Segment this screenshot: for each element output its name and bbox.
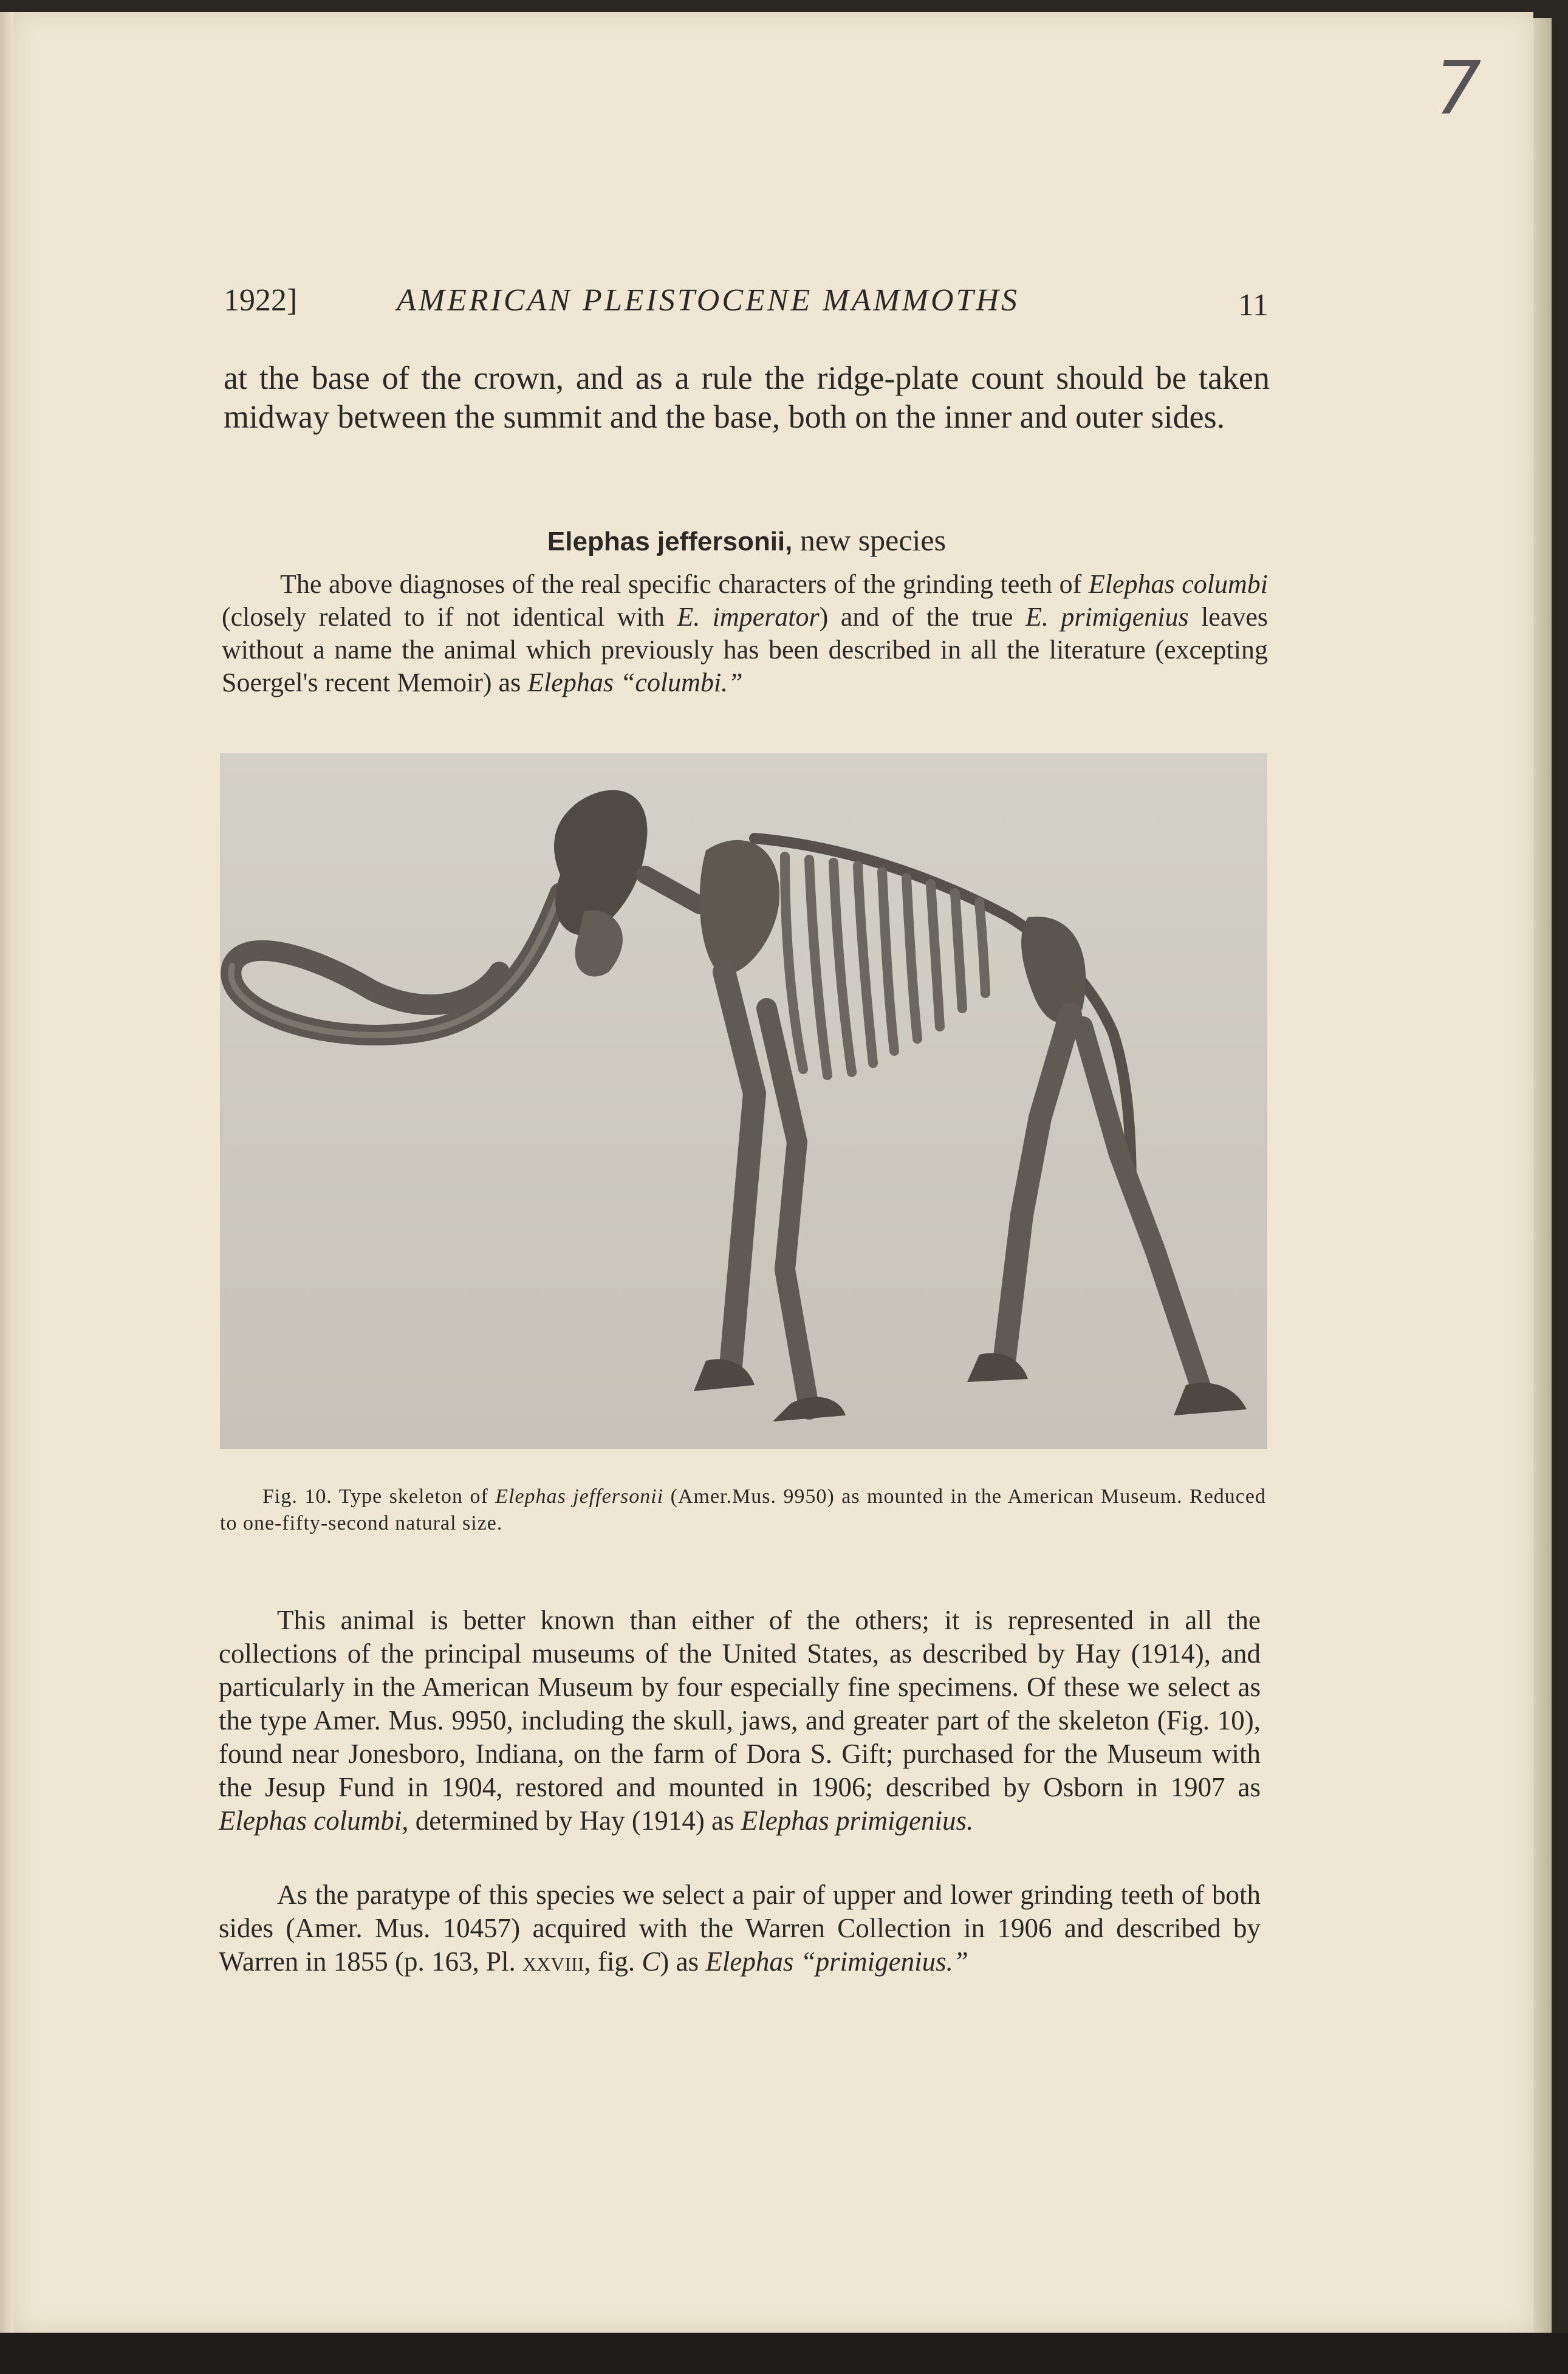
binding-gutter <box>0 12 13 2339</box>
p2-text-3: ) as <box>660 1946 706 1977</box>
p1-text-1: This animal is better known than either of the others; it is represented in all the collections of the principal museums of the United States, as described by Hay (1914), and particularly in the American Museum by four especially fine specimens. Of these we select as the type Amer. Mus. 9950, including the skull, jaws, and greater part of the skeleton (Fig. 10), found near Jonesboro, Indiana, on the farm of Dora S. Gift; purchased for the Museum with the Jesup Fund in 1904, restored and mounted in 1906; described by Osborn in 1907 as <box>219 1605 1261 1802</box>
p1-italic-1: Elephas columbi, <box>219 1805 409 1836</box>
section-heading <box>224 522 1270 558</box>
heading-qualifier: new species <box>792 523 947 557</box>
p2-italic-2: Elephas “primigenius.” <box>705 1946 968 1977</box>
species-name: Elephas jeffersonii, <box>547 527 793 556</box>
caption-text-1: Fig. 10. Type skeleton of <box>262 1485 496 1508</box>
p2-text-1: As the paratype of this species we select a pair of upper and lower grinding teeth of both sides (Amer. Mus. 10457) acquired with the Warren Collection in 1906 and described by Warren in 1855 (p. 163, Pl. <box>219 1880 1261 1977</box>
caption-text-2: (Amer.Mus. 9950) as mounted in the American Museum. Reduced to one-fifty-second natural size. <box>220 1485 1266 1534</box>
scan-background <box>0 2333 1568 2374</box>
p2-plate-number: xxviii <box>522 1946 584 1977</box>
body-paragraph-1 <box>219 1604 1261 1838</box>
p2-text-2: , fig. <box>584 1946 642 1977</box>
intro-paragraph <box>222 568 1268 699</box>
page-number: 11 <box>1238 288 1268 323</box>
caption-italic: Elephas jeffersonii <box>495 1485 664 1508</box>
intro-italic-1: Elephas columbi <box>1088 569 1268 599</box>
intro-text-2: (closely related to if not identical with <box>222 602 677 632</box>
figure-caption <box>220 1483 1266 1537</box>
intro-italic-2: E. imperator <box>677 602 820 632</box>
intro-italic-3: E. primigenius <box>1025 602 1189 632</box>
intro-text-3: ) and of the true <box>819 602 1026 632</box>
continuation-paragraph: at the base of the crown, and as a rule the ridge-plate count should be taken midway between the summit and the base, both on the inner and outer sides. <box>224 360 1270 435</box>
skeleton-illustration <box>220 753 1267 1449</box>
handwritten-page-mark: 7 <box>1434 47 1482 131</box>
mammoth-skeleton-photo <box>220 753 1267 1449</box>
page-edge <box>1533 18 1552 2333</box>
body-paragraph-2 <box>219 1878 1261 1979</box>
p1-italic-2: Elephas primigenius. <box>741 1805 974 1836</box>
intro-text-4: leaves without a name the animal which previously has been described in all the literature (excepting Soergel's recent Memoir) as <box>222 602 1268 697</box>
intro-italic-4: Elephas “columbi.” <box>527 668 743 697</box>
running-header <box>224 276 1268 325</box>
p2-italic-1: C <box>642 1946 660 1977</box>
header-title: AMERICAN PLEISTOCENE MAMMOTHS <box>397 283 1019 318</box>
header-year: 1922] <box>224 283 298 318</box>
p1-text-2: determined by Hay (1914) as <box>408 1805 741 1836</box>
intro-text-1: The above diagnoses of the real specific characters of the grinding teeth of <box>280 569 1089 599</box>
